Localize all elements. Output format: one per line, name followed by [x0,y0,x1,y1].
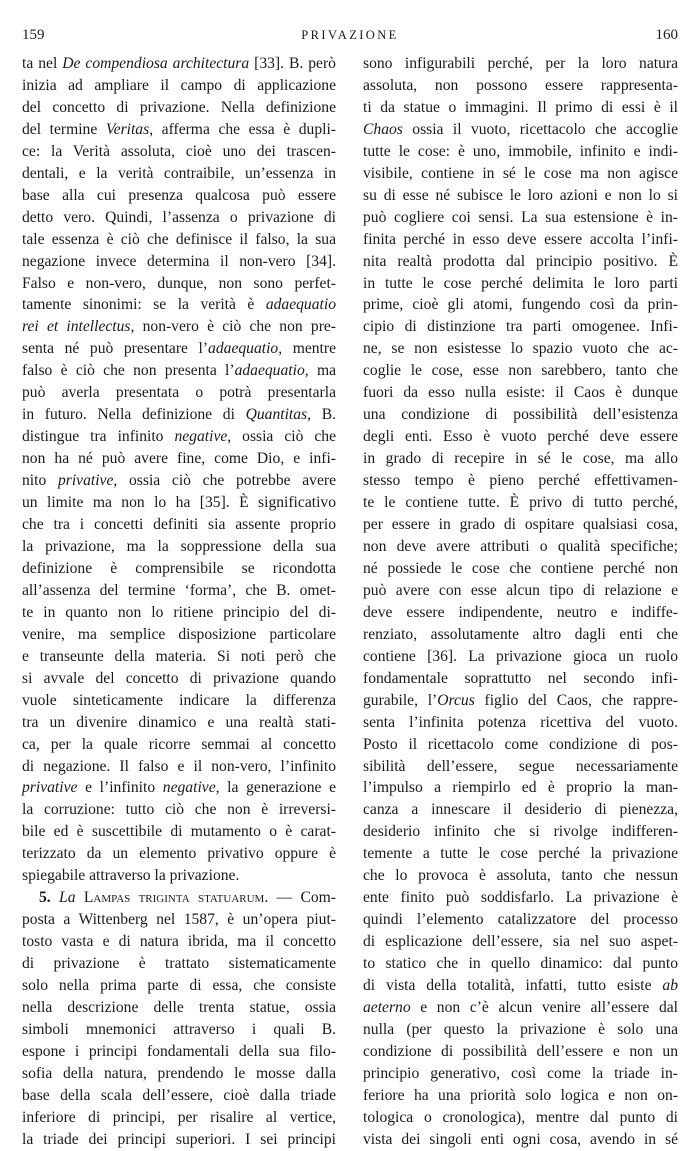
text-line [363,229,678,251]
text-run: ta nel [22,55,63,72]
text-run: ossia il vuoto, ricettacolo che accoglie [402,120,678,138]
text-run: Posto il ricettacolo come condizione di pos- [363,735,678,753]
text-run: canza a innescare il desiderio di pienezza, [363,801,678,819]
text-run-i: negative [174,428,228,446]
text-run: nita realtà prodotta dal principio positivo. È [363,252,678,270]
text-run: feriore ha una priorità solo logica e non on- [363,1086,678,1104]
text-run: può averla presentata o potrà presentarla [22,384,336,402]
text-line [22,1085,336,1107]
text-run: gurabile, l’ [363,691,438,709]
text-run: , ossia ciò che [227,428,336,446]
text-run-i: adaequatio [234,362,305,380]
text-line [363,163,678,185]
text-run: solo nella prima parte di essa, che consiste [22,977,336,995]
text-run: coglie le cose, esse non sarebbero, tanto che [363,362,678,380]
text-line [363,690,678,712]
text-line [363,97,678,119]
text-run: falso è ciò che non presenta l’ [22,362,235,380]
text-run: base della scala dell’essere, cioè dalla triade [22,1086,336,1104]
text-run: ente finito può soddisfarlo. La privazione è [363,889,678,907]
text-line [363,1041,678,1063]
text-line [22,97,336,119]
text-line [363,1085,678,1107]
text-line [22,602,336,624]
text-run: simboli mnemonici attraverso i quali B. [22,1020,336,1038]
text-line [22,360,336,382]
text-line [363,624,678,646]
text-line [22,646,336,668]
text-line [363,887,678,909]
text-line [22,1063,336,1085]
text-line [22,185,336,207]
text-run: di privazione è trattato sistematicamente [22,955,336,973]
text-run: to statico che in quello dinamico: dal punto [363,955,678,973]
text-line [363,207,678,229]
text-run: , B. [307,406,336,424]
text-line [22,1129,336,1151]
text-run-i: adaequatio [208,340,279,358]
text-run: temente a tutte le cose perché la privazione [363,845,678,863]
text-run: prime, cioè gli atomi, fungendo così da prin- [363,296,678,314]
text-line [363,558,678,580]
text-line [22,119,336,141]
text-run: la corruzione: tutto ciò che non è irreversi- [22,801,336,819]
text-line [363,426,678,448]
text-run: renziato, assolutamente altro dagli enti che [363,625,678,643]
text-run: non deve avere attributi o qualità specifiche; [363,537,678,555]
text-line [363,1063,678,1085]
text-run: tale essenza è ciò che definisce il falso, la sua [22,230,336,248]
text-line [22,756,336,778]
text-line [22,712,336,734]
text-run-i: La [59,889,76,907]
text-run: stesso tempo è pieno perché effettivamen- [363,472,678,490]
text-run: , ossia ciò che potrebbe avere [113,472,336,490]
text-run: tosto vasta e di natura ibrida, ma il concetto [22,933,336,951]
text-line [363,975,678,997]
text-line [22,470,336,492]
text-run: e l’infinito [77,779,163,797]
text-line [22,229,336,251]
text-run: spiegabile attraverso la privazione. [22,867,240,885]
text-run-i: negative [162,779,216,797]
text-run: in futuro. Nella definizione di [22,406,246,424]
text-run: tologica o cronologica), mentre dal punto di [363,1108,678,1126]
text-line [22,690,336,712]
text-line [363,294,678,316]
text-line [363,756,678,778]
text-line [363,843,678,865]
text-run: base alla cui presenza qualcosa può essere [22,186,336,204]
text-run: te le contiene tutte. È privo di tutto perché, [363,494,678,512]
text-line [22,997,336,1019]
text-run: la triade dei principi superiori. I sei principi [22,1130,336,1148]
text-line [22,338,336,360]
text-run: all’assenza del termine ‘forma’, che B. omet- [22,581,336,599]
text-run: inizia ad ampliare il campo di applicazione [22,76,336,94]
text-run: per essere in grado di ospitare qualsiasi cosa, [363,516,678,534]
text-run: sibilità dell’essere, segue necessariamente [363,757,678,775]
text-line [363,777,678,799]
text-line [363,909,678,931]
text-line [22,821,336,843]
text-column-left [22,53,336,1151]
text-line [22,75,336,97]
text-line [363,185,678,207]
text-line [22,492,336,514]
text-line [363,470,678,492]
text-line [363,1019,678,1041]
text-run: distingue tra infinito [22,428,175,446]
text-line [22,580,336,602]
text-line [363,799,678,821]
running-head-title: PRIVAZIONE [301,28,399,42]
text-line [363,338,678,360]
text-run: cipio di distinzione tra parti omogenee. Infi- [363,318,678,336]
text-line [22,734,336,756]
text-line [363,734,678,756]
text-run: di negazione. Il falso e il non-vero, l’infinito [22,757,336,775]
text-run: figlio del Caos, che rappre- [474,691,678,709]
text-run: inferiore di principi, per risalire al vertice, [22,1108,336,1126]
text-run: la privazione, ma la soppressione della sua [22,537,336,555]
text-line [22,53,336,75]
text-run: si avvale del concetto di privazione quando [22,669,336,687]
text-run: deve essere indipendente, neutro e indiffe- [363,603,678,621]
text-line [363,646,678,668]
text-line [22,953,336,975]
text-run: terizzato da un elemento privativo oppure è [22,845,336,863]
text-run: , la generazione e [215,779,337,797]
running-header [22,24,678,46]
text-run: di esplicazione dell’essere, sia nel suo aspet- [363,933,678,951]
text-line [363,448,678,470]
text-line [363,273,678,295]
page-number-right: 160 [655,27,678,43]
text-line [22,624,336,646]
text-run: ne, se non esistesse lo spazio vuoto che ac- [363,340,678,358]
text-run: negazione invece determina il non-vero [34]. [22,252,336,270]
text-run: . — Com- [264,889,336,907]
text-line [363,382,678,404]
text-run: venire, ma semplice disposizione particolare [22,625,336,643]
text-run: definizione è comprensibile se ricondotta [22,559,336,577]
text-run: che tra i concetti definiti sia assente proprio [22,516,336,534]
text-line [363,668,678,690]
text-run: posta a Wittenberg nel 1587, è un’opera piut- [22,911,336,929]
text-run-i: rei et intellectus [22,318,131,336]
text-run: non ha né può avere fine, come Dio, e infi- [22,450,336,468]
text-run: può avere con esse alcun tipo di relazione e [363,581,678,599]
text-run: un limite ma non lo ha [35]. È significativo [22,494,336,512]
text-run: e non c’è alcun venire all’essere dal [410,998,678,1016]
text-line [363,536,678,558]
text-line [22,448,336,470]
text-run: assoluta, non possono essere rappresenta- [363,76,678,94]
text-line [22,887,336,909]
text-run: tra un divenire dinamico e una realtà stati- [22,713,336,731]
text-line [363,404,678,426]
text-run: di vista della totalità, infatti, tutto esiste [363,977,663,995]
text-line [363,141,678,163]
text-line [363,514,678,536]
text-line [22,207,336,229]
text-run: desiderio infinito che si rivolge indifferen- [363,823,678,841]
text-run: una condizione di possibilità dell’esistenza [363,406,678,424]
text-line [363,119,678,141]
text-run: condizione di possibilità dell’essere e non un [363,1042,678,1060]
page-number-left: 159 [22,27,45,43]
text-run-i: ab [662,977,678,995]
text-run: in tutte le cose perché delimita le loro parti [363,274,678,292]
text-line [22,294,336,316]
text-line [22,777,336,799]
text-run-i: Chaos [363,120,403,138]
text-run: principio generativo, così come la triade in- [363,1064,678,1082]
text-line [22,1019,336,1041]
text-run: può cogliere coi sensi. La sua estensione è in- [363,208,678,226]
text-line [22,251,336,273]
text-run: tutte le cose: è uno, immobile, infinito e indi- [363,142,678,160]
text-line [363,602,678,624]
text-run-i: privative [57,472,114,490]
text-line [22,975,336,997]
text-line [363,953,678,975]
text-run-sc: Lampas triginta statuarum [75,889,265,907]
text-line [22,843,336,865]
text-run: vista dei singoli enti ogni cosa, avendo in sé [363,1130,678,1148]
text-line [363,360,678,382]
text-line [22,316,336,338]
text-run: sono infigurabili perché, per la loro natura [363,55,678,72]
text-line [22,382,336,404]
text-line [22,558,336,580]
text-line [363,316,678,338]
text-line [363,821,678,843]
text-line [363,712,678,734]
text-line [363,865,678,887]
text-run: bile ed è suscettibile di mutamento o è carat- [22,823,336,841]
text-line [363,1129,678,1151]
text-column-right [363,53,678,1151]
text-run: vuole sinteticamente indicare la differenza [22,691,336,709]
text-run-i: Quantitas [245,406,308,424]
text-line [363,1107,678,1129]
text-run-i: privative [22,779,78,797]
text-run: [33]. B. però [249,55,336,72]
text-line [22,141,336,163]
text-line [22,514,336,536]
text-run: ti da statue o immagini. Il primo di essi è il [363,98,678,116]
text-run: né possiede le cose che contiene perché non [363,559,678,577]
text-line [363,997,678,1019]
text-line [22,799,336,821]
text-run-i: aeterno [363,998,411,1016]
text-run: dentali, e la verità contraibile, un’essenza in [22,164,336,182]
text-run: quindi l’elemento catalizzatore del processo [363,911,678,929]
text-run: che lo provoca è assoluta, tanto che nessun [363,867,678,885]
text-run: senta né può presentare l’ [22,340,209,358]
text-line [22,865,336,887]
text-run: tamente sinonimi: se la verità è [22,296,266,314]
text-run: fuori da esso nulla esiste: il Caos è dunque [363,384,678,402]
text-line [22,1107,336,1129]
text-line [22,1041,336,1063]
text-line [22,163,336,185]
text-line [363,580,678,602]
text-run: nella descrizione delle trenta statue, ossia [22,998,336,1016]
text-run: ca, per la quale ricorre semmai al concetto [22,735,336,753]
text-run: del termine [22,120,106,138]
text-run: degli enti. Esso è vuoto perché deve essere [363,428,678,446]
text-line [363,931,678,953]
text-run: fondamentale soprattutto nel secondo infi- [363,669,678,687]
text-run: detto vero. Quindi, l’assenza o privazione di [22,208,336,226]
text-run-i: Orcus [437,691,475,709]
text-run: finita perché in esso deve essere accolta l’infi- [363,230,678,248]
text-run: ce: la Verità assoluta, cioè uno dei trascen- [22,142,336,160]
text-run: , afferma che essa è dupli- [149,120,336,138]
text-line [363,53,678,75]
text-line [22,426,336,448]
text-line [22,536,336,558]
text-run: l’impulso a riempirlo ed è proprio la man- [363,779,678,797]
text-line [22,404,336,426]
text-run: e transeunte della materia. Si noti però che [22,647,336,665]
text-run: nulla (per questo la privazione è solo una [363,1020,678,1038]
text-line [363,75,678,97]
text-line [363,251,678,273]
text-line [22,668,336,690]
text-line [22,931,336,953]
text-line [363,492,678,514]
text-run: del concetto di privazione. Nella definizione [22,98,336,116]
text-run: senta l’infinita potenza ricettiva del vuoto. [363,713,678,731]
text-run: sofia della natura, prendendo le mosse dalla [22,1064,336,1082]
text-run: su di esse né subisce le loro azioni e non lo si [363,186,678,204]
text-run: in grado di recepire in sé le cose, ma allo [363,450,678,468]
text-line [22,273,336,295]
text-run-b: 5. [39,889,60,907]
text-run: nito [22,472,58,490]
text-run: , ma [304,362,336,380]
text-run: , mentre [278,340,336,358]
text-line [22,909,336,931]
text-run-i: Veritas [105,120,150,138]
text-run: , non-vero è ciò che non pre- [130,318,337,336]
text-run: contiene [36]. La privazione gioca un ruolo [363,647,678,665]
text-run-i: adaequatio [265,296,336,314]
text-run: te in quanto non lo ritiene principio del di- [22,603,336,621]
text-run: Falso e non-vero, dunque, non sono perfet- [22,274,336,292]
text-run-i: De compendiosa architectura [62,55,250,72]
text-run: espone i principi fondamentali della sua filo- [22,1042,336,1060]
text-run: visibile, contiene in sé le cose ma non agisce [363,164,678,182]
